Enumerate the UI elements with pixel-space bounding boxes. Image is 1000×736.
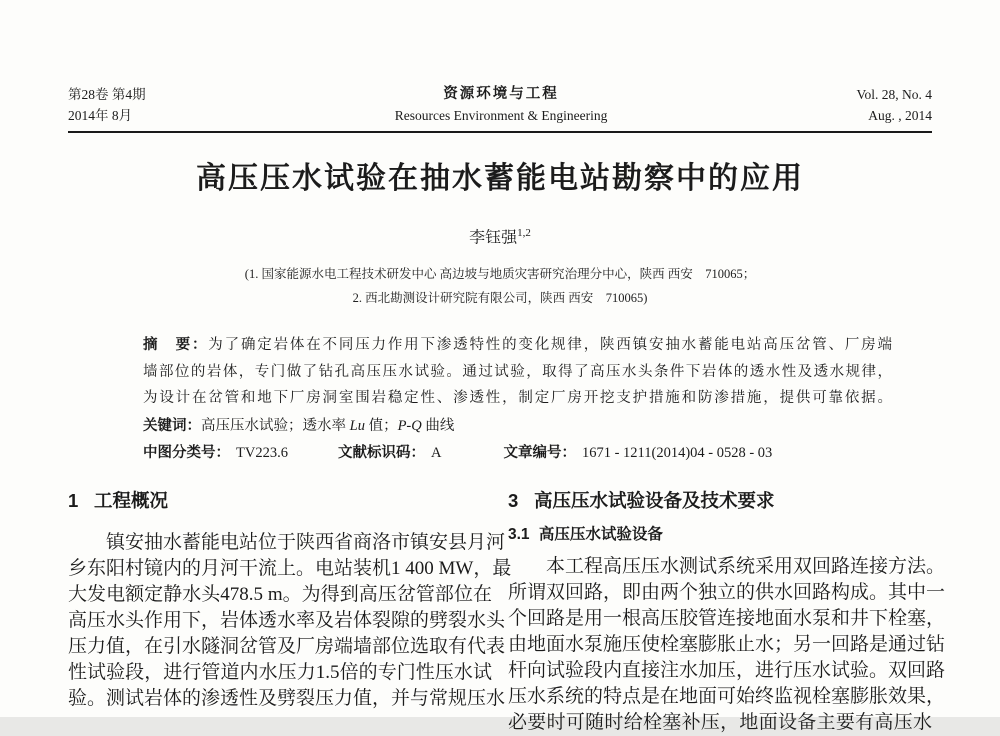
date-line-en: Aug. , 2014 bbox=[868, 108, 932, 123]
keyword-pq-symbol: P-Q bbox=[397, 417, 422, 434]
section-3-title: 高压压水试验设备及技术要求 bbox=[534, 489, 775, 511]
article-id-value: 1671 - 1211(2014)04 - 0528 - 03 bbox=[581, 445, 773, 462]
abstract-line-1 bbox=[143, 332, 892, 359]
header-volume-issue-en bbox=[856, 84, 932, 126]
section-3-1-heading bbox=[508, 524, 932, 546]
section-3-1-paragraph bbox=[508, 554, 946, 736]
classification-line bbox=[143, 440, 892, 467]
article-id-label: 文章编号： bbox=[503, 445, 576, 462]
affiliation-line-1: (1. 国家能源水电工程技术研发中心 高边坡与地质灾害研究治理分中心，陕西 西安 710065； bbox=[244, 267, 756, 282]
clc-label: 中图分类号： bbox=[143, 445, 230, 462]
section-3-1-title: 高压压水试验设备 bbox=[538, 525, 663, 543]
keywords-line bbox=[143, 413, 892, 440]
keywords-label: 关键词： bbox=[143, 417, 201, 434]
section-3-1-number: 3.1 bbox=[508, 525, 530, 543]
journal-header bbox=[68, 84, 932, 126]
header-rule bbox=[68, 131, 932, 133]
abstract-text-1: 为了确定岩体在不同压力作用下渗透特性的变化规律，陕西镇安抽水蓄能电站高压岔管、厂房端 bbox=[208, 337, 893, 354]
author-name: 李钰强 bbox=[469, 229, 518, 247]
body-line: 压力值，在引水隧洞岔管及厂房端墙部位选取有代表 bbox=[68, 635, 506, 657]
section-1-title: 工程概况 bbox=[94, 489, 169, 511]
body-line-clipped: 必要时可随时给栓塞补压，地面设备主要有高压水 bbox=[508, 711, 932, 733]
journal-name-cn: 资源环境与工程 bbox=[443, 86, 559, 102]
section-1-paragraph bbox=[68, 530, 512, 712]
body-line: 压水系统的特点是在地面可始终监视栓塞膨胀效果， bbox=[508, 685, 946, 707]
clc-item bbox=[143, 440, 288, 467]
right-column bbox=[508, 487, 946, 736]
article-title: 高压压水试验在抽水蓄能电站勘察中的应用 bbox=[196, 162, 804, 195]
body-line: 乡东阳村镜内的月河干流上。电站装机1 400 MW，最 bbox=[68, 557, 512, 579]
keyword-lu-symbol: Lu bbox=[349, 417, 365, 434]
body-line: 杆向试验段内直接注水加压，进行压水试验。双回路 bbox=[508, 659, 946, 681]
doc-code-item bbox=[338, 440, 441, 467]
volume-line-en: Vol. 28, No. 4 bbox=[856, 87, 932, 102]
clc-value: TV223.6 bbox=[236, 445, 288, 462]
doc-code-label: 文献标识码： bbox=[337, 445, 425, 462]
author-line bbox=[68, 221, 932, 250]
keywords-part-3: 曲线 bbox=[421, 417, 455, 434]
section-3-heading bbox=[508, 487, 932, 515]
body-line: 本工程高压压水测试系统采用双回路连接方法。 bbox=[546, 555, 946, 577]
keywords-part-1: 高压压水试验；透水率 bbox=[201, 417, 350, 434]
author-affiliation-superscript: 1,2 bbox=[517, 227, 531, 239]
left-column bbox=[68, 487, 512, 736]
body-line: 镇安抽水蓄能电站位于陕西省商洛市镇安县月河 bbox=[106, 531, 506, 553]
section-3-number: 3 bbox=[508, 489, 519, 511]
journal-name-block bbox=[395, 84, 608, 126]
keywords-part-2: 值； bbox=[364, 417, 398, 434]
affiliations bbox=[68, 262, 932, 310]
date-line-cn: 2014年 8月 bbox=[68, 108, 133, 123]
affiliation-line-2: 2. 西北勘测设计研究院有限公司，陕西 西安 710065) bbox=[352, 291, 648, 306]
abstract-label: 摘 要： bbox=[143, 337, 209, 354]
body-line: 个回路是用一根高压胶管连接地面水泵和井下栓塞， bbox=[508, 607, 946, 629]
body-columns bbox=[68, 487, 946, 736]
body-line: 由地面水泵施压使栓塞膨胀止水；另一回路是通过钻 bbox=[508, 633, 946, 655]
section-1-number: 1 bbox=[68, 489, 79, 511]
abstract-line-3: 为设计在岔管和地下厂房洞室围岩稳定性、渗透性，制定厂房开挖支护措施和防渗措施，提供可靠依据。 bbox=[143, 390, 892, 407]
doc-code-value: A bbox=[430, 445, 442, 462]
abstract-line-2: 墙部位的岩体，专门做了钻孔高压压水试验。通过试验，取得了高压水头条件下岩体的透水性及透水规律， bbox=[143, 363, 892, 380]
article-id-item bbox=[503, 440, 772, 467]
body-line: 所谓双回路，即由两个独立的供水回路构成。其中一 bbox=[508, 581, 946, 603]
body-line: 高压水头作用下，岩体透水率及岩体裂隙的劈裂水头 bbox=[68, 609, 506, 631]
journal-name-en: Resources Environment & Engineering bbox=[394, 108, 608, 123]
body-line: 大发电额定静水头478.5 m。为得到高压岔管部位在 bbox=[68, 583, 492, 605]
volume-issue-line: 第28卷 第4期 bbox=[68, 87, 146, 102]
abstract-block bbox=[68, 332, 932, 467]
body-line: 验。测试岩体的渗透性及劈裂压力值，并与常规压水 bbox=[68, 687, 506, 709]
section-1-heading bbox=[68, 487, 492, 515]
body-line: 性试验段，进行管道内水压力1.5倍的专门性压水试 bbox=[68, 661, 492, 683]
header-volume-issue-cn bbox=[68, 84, 146, 126]
